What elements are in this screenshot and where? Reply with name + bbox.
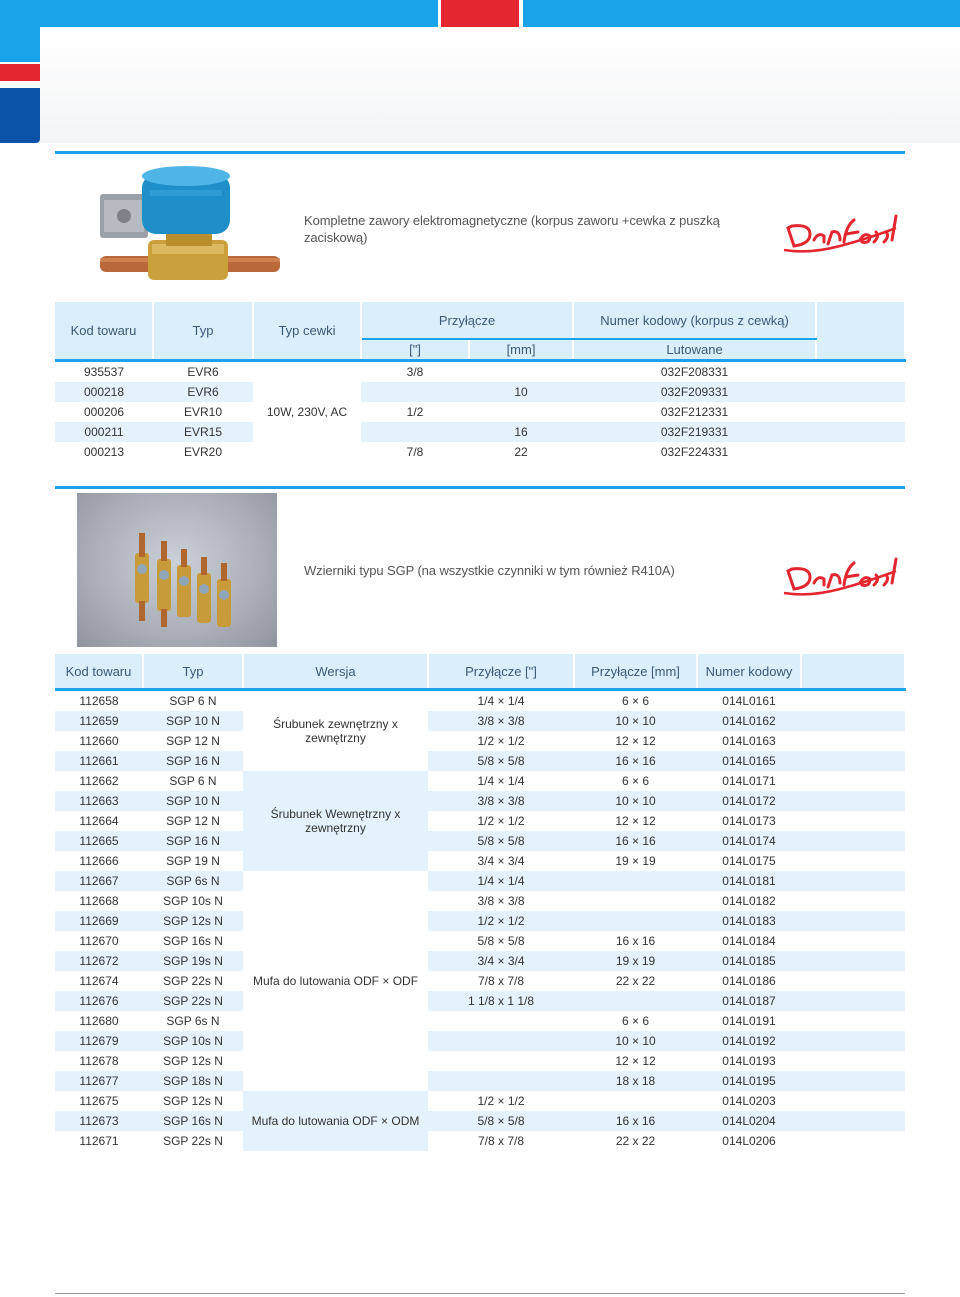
cell-nr: 014L0206 bbox=[722, 1134, 776, 1148]
cell-inch: 7/8 x 7/8 bbox=[477, 1134, 525, 1148]
cell-typ: SGP 10 N bbox=[143, 791, 243, 811]
cell-empty bbox=[801, 851, 905, 871]
cell-inch: 1/2 bbox=[361, 402, 469, 422]
valves-table bbox=[55, 302, 906, 462]
cell-mm: 19 × 19 bbox=[615, 854, 656, 868]
col-header-numer: Numer kodowy (korpus z cewką) bbox=[573, 302, 816, 339]
table-row bbox=[55, 1011, 905, 1031]
cell-empty bbox=[801, 690, 905, 712]
cell-typ: EVR6 bbox=[153, 361, 253, 383]
cell-empty bbox=[801, 951, 905, 971]
cell-mm: 22 x 22 bbox=[615, 974, 656, 988]
col-header-typ: Typ bbox=[153, 302, 253, 361]
cell-nr: 014L0191 bbox=[722, 1014, 776, 1028]
table-row bbox=[55, 690, 905, 712]
cell-mm: 6 × 6 bbox=[621, 694, 650, 708]
cell-empty bbox=[816, 382, 905, 402]
cell-nr: 014L0195 bbox=[697, 1071, 801, 1091]
table-row bbox=[55, 951, 905, 971]
table-row bbox=[55, 851, 905, 871]
cell-kod: 112680 bbox=[79, 1014, 119, 1028]
cell-typ: SGP 6 N bbox=[169, 774, 217, 788]
cell-mm: 6 × 6 bbox=[621, 774, 650, 788]
cell-mm bbox=[574, 1091, 697, 1111]
top-bar-accent bbox=[441, 0, 519, 27]
cell-mm: 16 × 16 bbox=[574, 751, 697, 771]
cell-inch: 5/8 × 5/8 bbox=[428, 751, 574, 771]
cell-mm: 10 bbox=[469, 382, 573, 402]
cell-typ: SGP 16 N bbox=[143, 751, 243, 771]
cell-typ: SGP 6s N bbox=[166, 1014, 220, 1028]
cell-kod: 112678 bbox=[79, 1054, 119, 1068]
col-header-lutowane: Lutowane bbox=[573, 339, 816, 361]
cell-typ: SGP 22s N bbox=[163, 974, 223, 988]
section1-divider bbox=[55, 151, 905, 154]
cell-inch: 1/2 × 1/2 bbox=[477, 734, 525, 748]
cell-kod: 112666 bbox=[79, 854, 119, 868]
cell-kod: 112663 bbox=[55, 791, 143, 811]
cell-nr: 014L0163 bbox=[722, 734, 776, 748]
cell-inch: 3/4 × 3/4 bbox=[428, 951, 574, 971]
cell-inch: 1/2 × 1/2 bbox=[477, 814, 525, 828]
cell-inch: 3/8 × 3/8 bbox=[428, 711, 574, 731]
cell-typ: SGP 12s N bbox=[143, 911, 243, 931]
cell-inch: 5/8 × 5/8 bbox=[428, 1111, 574, 1131]
cell-empty bbox=[801, 771, 905, 791]
top-bar-left bbox=[0, 0, 438, 27]
cell-mm bbox=[574, 911, 697, 931]
table-row bbox=[55, 811, 905, 831]
cell-empty bbox=[816, 442, 905, 462]
cell-typ: SGP 10s N bbox=[143, 1031, 243, 1051]
cell-empty bbox=[801, 1091, 905, 1111]
table-row bbox=[55, 402, 905, 422]
cell-kod: 112668 bbox=[79, 894, 119, 908]
cell-kod: 112669 bbox=[55, 911, 143, 931]
table-row bbox=[55, 1051, 905, 1071]
cell-inch bbox=[428, 1071, 574, 1091]
cell-typ: SGP 10s N bbox=[163, 894, 223, 908]
cell-inch bbox=[428, 1051, 574, 1071]
solenoid-valve-image bbox=[70, 160, 284, 292]
cell-nr: 014L0184 bbox=[722, 934, 776, 948]
cell-kod: 112661 bbox=[55, 751, 143, 771]
table-row bbox=[55, 751, 905, 771]
cell-nr: 014L0204 bbox=[697, 1111, 801, 1131]
cell-empty bbox=[801, 1071, 905, 1091]
cell-nr: 014L0162 bbox=[697, 711, 801, 731]
cell-inch: 7/8 x 7/8 bbox=[477, 974, 525, 988]
cell-kod: 112667 bbox=[55, 871, 143, 891]
col-header-mm: [mm] bbox=[469, 339, 573, 361]
cell-nr: 014L0171 bbox=[722, 774, 776, 788]
cell-mm bbox=[469, 361, 573, 383]
cell-wersja: Śrubunek zewnętrzny x zewnętrzny bbox=[243, 690, 428, 772]
table-row bbox=[55, 442, 905, 462]
table-row bbox=[55, 971, 905, 991]
cell-empty bbox=[801, 1011, 905, 1031]
side-tab-red bbox=[0, 64, 40, 81]
table-row bbox=[55, 831, 905, 851]
cell-kod: 935537 bbox=[55, 361, 153, 383]
cell-empty bbox=[801, 731, 905, 751]
cell-mm: 16 x 16 bbox=[574, 1111, 697, 1131]
col-header-inch: Przyłącze ["] bbox=[428, 654, 574, 690]
col-header-inch: ["] bbox=[361, 339, 469, 361]
cell-empty bbox=[801, 831, 905, 851]
cell-typ: SGP 12 N bbox=[166, 814, 220, 828]
cell-kod: 112677 bbox=[55, 1071, 143, 1091]
side-tab-blue bbox=[0, 27, 40, 62]
col-header-kod: Kod towaru bbox=[55, 302, 153, 361]
cell-inch: 5/8 × 5/8 bbox=[477, 934, 525, 948]
cell-nr: 014L0165 bbox=[697, 751, 801, 771]
cell-kod: 112675 bbox=[79, 1094, 119, 1108]
cell-inch bbox=[428, 1031, 574, 1051]
cell-mm: 22 bbox=[469, 442, 573, 462]
top-bar-right bbox=[523, 0, 960, 27]
cell-nr: 032F219331 bbox=[573, 422, 816, 442]
cell-empty bbox=[801, 791, 905, 811]
cell-wersja: Śrubunek Wewnętrzny x zewnętrzny bbox=[243, 771, 428, 871]
cell-inch bbox=[361, 382, 469, 402]
cell-typ: SGP 18s N bbox=[143, 1071, 243, 1091]
cell-kod: 112665 bbox=[55, 831, 143, 851]
cell-inch: 3/8 × 3/8 bbox=[477, 894, 525, 908]
cell-mm: 19 x 19 bbox=[574, 951, 697, 971]
cell-nr: 014L0173 bbox=[722, 814, 776, 828]
cell-nr: 014L0182 bbox=[722, 894, 776, 908]
cell-mm: 22 x 22 bbox=[615, 1134, 656, 1148]
cell-kod: 112664 bbox=[79, 814, 119, 828]
table-row bbox=[55, 382, 905, 402]
cell-mm bbox=[574, 891, 697, 911]
col-header-mm: Przyłącze [mm] bbox=[574, 654, 697, 690]
cell-typ: SGP 10 N bbox=[143, 711, 243, 731]
section2-divider bbox=[55, 486, 905, 489]
cell-typ: SGP 22s N bbox=[143, 991, 243, 1011]
cell-nr: 032F212331 bbox=[573, 402, 816, 422]
cell-empty bbox=[801, 1031, 905, 1051]
section1-description: Kompletne zawory elektromagnetyczne (korpus zaworu +cewka z puszką zaciskową) bbox=[304, 213, 720, 245]
cell-kod: 000206 bbox=[55, 402, 153, 422]
cell-nr: 032F209331 bbox=[573, 382, 816, 402]
cell-inch bbox=[428, 1011, 574, 1031]
cell-kod: 112659 bbox=[55, 711, 143, 731]
cell-typ: SGP 16 N bbox=[143, 831, 243, 851]
cell-nr: 014L0181 bbox=[697, 871, 801, 891]
cell-nr: 014L0187 bbox=[697, 991, 801, 1011]
cell-kod: 112670 bbox=[79, 934, 119, 948]
footer-rule bbox=[55, 1293, 905, 1294]
cell-typ: EVR20 bbox=[153, 442, 253, 462]
cell-empty bbox=[801, 991, 905, 1011]
table-row bbox=[55, 1031, 905, 1051]
cell-inch: 1/2 × 1/2 bbox=[428, 911, 574, 931]
cell-mm: 10 × 10 bbox=[574, 791, 697, 811]
sight-glass-table bbox=[55, 654, 906, 1151]
cell-nr: 014L0174 bbox=[697, 831, 801, 851]
table-row bbox=[55, 891, 905, 911]
table-row bbox=[55, 991, 905, 1011]
header-band bbox=[40, 27, 960, 143]
col-header-empty bbox=[801, 654, 905, 690]
table-row bbox=[55, 711, 905, 731]
cell-kod: 112658 bbox=[79, 694, 119, 708]
cell-empty bbox=[816, 422, 905, 442]
cell-empty bbox=[801, 891, 905, 911]
table-row bbox=[55, 771, 905, 791]
cell-inch bbox=[361, 422, 469, 442]
cell-nr: 014L0161 bbox=[722, 694, 776, 708]
cell-nr: 014L0203 bbox=[722, 1094, 776, 1108]
col-header-typ: Typ bbox=[143, 654, 243, 690]
table-row bbox=[55, 791, 905, 811]
cell-nr: 014L0193 bbox=[722, 1054, 776, 1068]
cell-empty bbox=[801, 931, 905, 951]
cell-nr: 014L0185 bbox=[697, 951, 801, 971]
cell-typ: SGP 12 N bbox=[166, 734, 220, 748]
cell-empty bbox=[816, 361, 905, 383]
cell-typ: SGP 6 N bbox=[169, 694, 217, 708]
cell-inch: 7/8 bbox=[361, 442, 469, 462]
cell-empty bbox=[801, 971, 905, 991]
cell-nr: 014L0175 bbox=[722, 854, 776, 868]
cell-inch: 1/2 × 1/2 bbox=[477, 1094, 525, 1108]
cell-typ: SGP 16s N bbox=[163, 934, 223, 948]
cell-kod: 000211 bbox=[55, 422, 153, 442]
cell-typ: EVR10 bbox=[153, 402, 253, 422]
table-row bbox=[55, 1091, 905, 1111]
cell-typ: SGP 16s N bbox=[143, 1111, 243, 1131]
col-header-przylacze: Przyłącze bbox=[361, 302, 573, 339]
cell-typ: SGP 19 N bbox=[166, 854, 220, 868]
cell-typ: EVR15 bbox=[153, 422, 253, 442]
cell-nr: 014L0172 bbox=[697, 791, 801, 811]
cell-typ: SGP 19s N bbox=[143, 951, 243, 971]
cell-inch: 1/4 × 1/4 bbox=[477, 694, 525, 708]
col-header-empty bbox=[816, 302, 905, 361]
cell-empty bbox=[801, 911, 905, 931]
cell-mm: 12 × 12 bbox=[615, 1054, 656, 1068]
table-row bbox=[55, 1131, 905, 1151]
cell-mm bbox=[469, 402, 573, 422]
danfoss-logo-icon bbox=[780, 553, 900, 603]
cell-mm: 10 × 10 bbox=[574, 711, 697, 731]
cell-mm bbox=[574, 991, 697, 1011]
cell-empty bbox=[801, 1131, 905, 1151]
cell-typ: SGP 12s N bbox=[163, 1054, 223, 1068]
table-row bbox=[55, 731, 905, 751]
cell-kod: 112673 bbox=[55, 1111, 143, 1131]
col-header-kod: Kod towaru bbox=[55, 654, 143, 690]
col-header-wersja: Wersja bbox=[243, 654, 428, 690]
cell-nr: 014L0192 bbox=[697, 1031, 801, 1051]
cell-empty bbox=[801, 751, 905, 771]
cell-kod: 112671 bbox=[79, 1134, 119, 1148]
table-row bbox=[55, 871, 905, 891]
cell-typ: SGP 22s N bbox=[163, 1134, 223, 1148]
cell-nr: 032F224331 bbox=[573, 442, 816, 462]
cell-mm bbox=[574, 871, 697, 891]
cell-wersja: Mufa do lutowania ODF × ODF bbox=[243, 871, 428, 1091]
table-row bbox=[55, 911, 905, 931]
cell-empty bbox=[801, 1051, 905, 1071]
col-header-nr: Numer kodowy bbox=[697, 654, 801, 690]
cell-empty bbox=[801, 871, 905, 891]
cell-mm: 12 × 12 bbox=[615, 814, 656, 828]
cell-inch: 3/8 bbox=[361, 361, 469, 383]
cell-mm: 16 × 16 bbox=[574, 831, 697, 851]
cell-coil: 10W, 230V, AC bbox=[253, 361, 361, 463]
sight-glass-image bbox=[77, 493, 277, 647]
cell-mm: 10 × 10 bbox=[574, 1031, 697, 1051]
cell-kod: 112660 bbox=[79, 734, 119, 748]
cell-mm: 16 bbox=[469, 422, 573, 442]
danfoss-logo-icon bbox=[780, 210, 900, 260]
cell-inch: 1/4 × 1/4 bbox=[428, 871, 574, 891]
table-row bbox=[55, 931, 905, 951]
cell-kod: 112672 bbox=[55, 951, 143, 971]
cell-nr: 014L0183 bbox=[697, 911, 801, 931]
side-tab-dark bbox=[0, 88, 40, 143]
cell-mm: 16 x 16 bbox=[615, 934, 656, 948]
cell-wersja: Mufa do lutowania ODF × ODM bbox=[243, 1091, 428, 1151]
cell-nr: 014L0186 bbox=[722, 974, 776, 988]
cell-empty bbox=[801, 811, 905, 831]
cell-inch: 3/8 × 3/8 bbox=[428, 791, 574, 811]
cell-nr: 032F208331 bbox=[573, 361, 816, 383]
cell-empty bbox=[801, 1111, 905, 1131]
cell-kod: 000218 bbox=[55, 382, 153, 402]
table-row bbox=[55, 422, 905, 442]
cell-inch: 1 1/8 x 1 1/8 bbox=[428, 991, 574, 1011]
table-row bbox=[55, 1071, 905, 1091]
cell-kod: 112662 bbox=[79, 774, 119, 788]
cell-inch: 5/8 × 5/8 bbox=[428, 831, 574, 851]
cell-empty bbox=[801, 711, 905, 731]
table-row bbox=[55, 361, 905, 383]
cell-kod: 112674 bbox=[79, 974, 119, 988]
cell-typ: SGP 12s N bbox=[163, 1094, 223, 1108]
section2-description: Wzierniki typu SGP (na wszystkie czynniki w tym również R410A) bbox=[304, 563, 675, 578]
cell-inch: 3/4 × 3/4 bbox=[477, 854, 525, 868]
cell-mm: 6 × 6 bbox=[621, 1014, 650, 1028]
cell-inch: 1/4 × 1/4 bbox=[477, 774, 525, 788]
cell-kod: 112679 bbox=[55, 1031, 143, 1051]
cell-kod: 112676 bbox=[55, 991, 143, 1011]
table-row bbox=[55, 1111, 905, 1131]
cell-typ: SGP 6s N bbox=[143, 871, 243, 891]
cell-empty bbox=[816, 402, 905, 422]
cell-typ: EVR6 bbox=[153, 382, 253, 402]
cell-kod: 000213 bbox=[55, 442, 153, 462]
col-header-typ-cewki: Typ cewki bbox=[253, 302, 361, 361]
cell-mm: 18 x 18 bbox=[574, 1071, 697, 1091]
cell-mm: 12 × 12 bbox=[615, 734, 656, 748]
